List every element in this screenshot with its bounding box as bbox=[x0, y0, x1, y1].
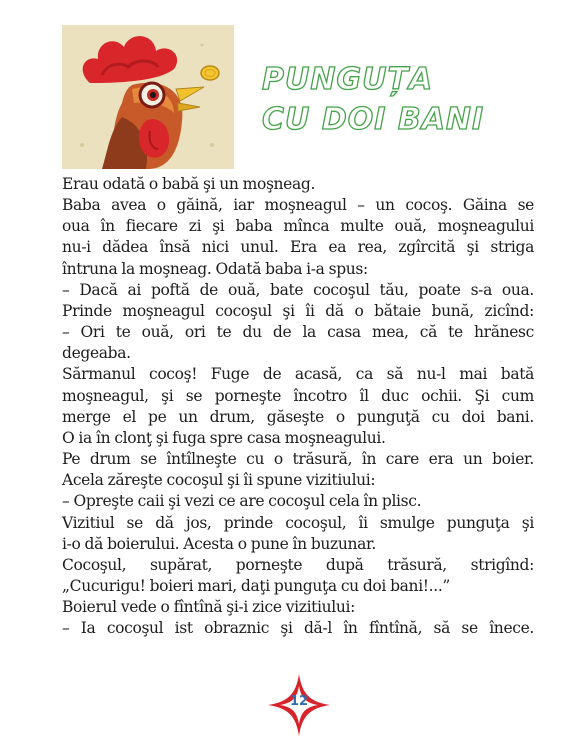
story-title bbox=[262, 60, 484, 140]
page-number-badge bbox=[266, 672, 332, 738]
rooster-illustration bbox=[62, 25, 234, 169]
title-line-1: PUNGUȚA bbox=[262, 62, 434, 97]
story-line: Boierul vede o fîntînă şi-i zice vizitiului: bbox=[62, 598, 356, 617]
story-line: întruna la moşneag. Odată baba i-a spus: bbox=[62, 259, 368, 278]
page-number: 12 bbox=[289, 694, 309, 709]
story-line: Acela zăreşte cocoşul şi îi spune vizitiului: bbox=[62, 471, 376, 490]
story-line: – Ori te ouă, ori te du de la casa mea, că te hrănesc bbox=[62, 323, 534, 342]
story-line: i-o dă boierului. Acesta o pune în buzunar. bbox=[62, 534, 376, 553]
story-line: – Ia cocoşul ist obraznic şi dă-l în fîntînă, să se înece. bbox=[62, 619, 534, 638]
story-line: Erau odată o babă şi un moşneag. bbox=[62, 175, 316, 193]
story-line: degeaba. bbox=[62, 344, 131, 363]
story-line: – Opreşte caii şi vezi ce are cocoşul cela în plisc. bbox=[62, 492, 422, 511]
story-line: Cocoşul, supărat, porneşte după trăsură, strigînd: bbox=[62, 555, 534, 574]
story-line: nu-i dădea însă nici unul. Era ea rea, zgîrcită şi striga bbox=[62, 238, 534, 257]
story-line: oua în fiecare zi şi baba mînca multe ouă, moşneagului bbox=[62, 217, 534, 236]
story-text bbox=[62, 174, 534, 639]
story-line: Prinde moşneagul cocoşul şi îi dă o bătaie bună, zicînd: bbox=[62, 301, 534, 320]
story-line: Sărmanul cocoş! Fuge de acasă, ca să nu-l mai bată bbox=[62, 365, 534, 384]
story-line: Vizitiul se dă jos, prinde cocoşul, îi smulge punguţa şi bbox=[62, 513, 534, 532]
story-line: „Cucurigu! boieri mari, daţi punguţa cu doi bani!...” bbox=[62, 576, 450, 595]
story-line: – Dacă ai poftă de ouă, bate cocoşul tău, poate s-a oua. bbox=[62, 280, 534, 299]
story-line: Baba avea o găină, iar moşneagul – un cocoş. Găina se bbox=[62, 196, 534, 215]
story-line: moşneagul, şi se porneşte încotro îl duc ochii. Şi cum bbox=[62, 386, 534, 405]
story-line: Pe drum se întîlneşte cu o trăsură, în care era un boier. bbox=[62, 450, 534, 469]
title-line-2: CU DOI BANI bbox=[262, 102, 485, 137]
story-line: O ia în clonţ şi fuga spre casa moşneagului. bbox=[62, 428, 386, 447]
story-line: merge el pe un drum, găseşte o punguţă cu doi bani. bbox=[62, 407, 534, 426]
